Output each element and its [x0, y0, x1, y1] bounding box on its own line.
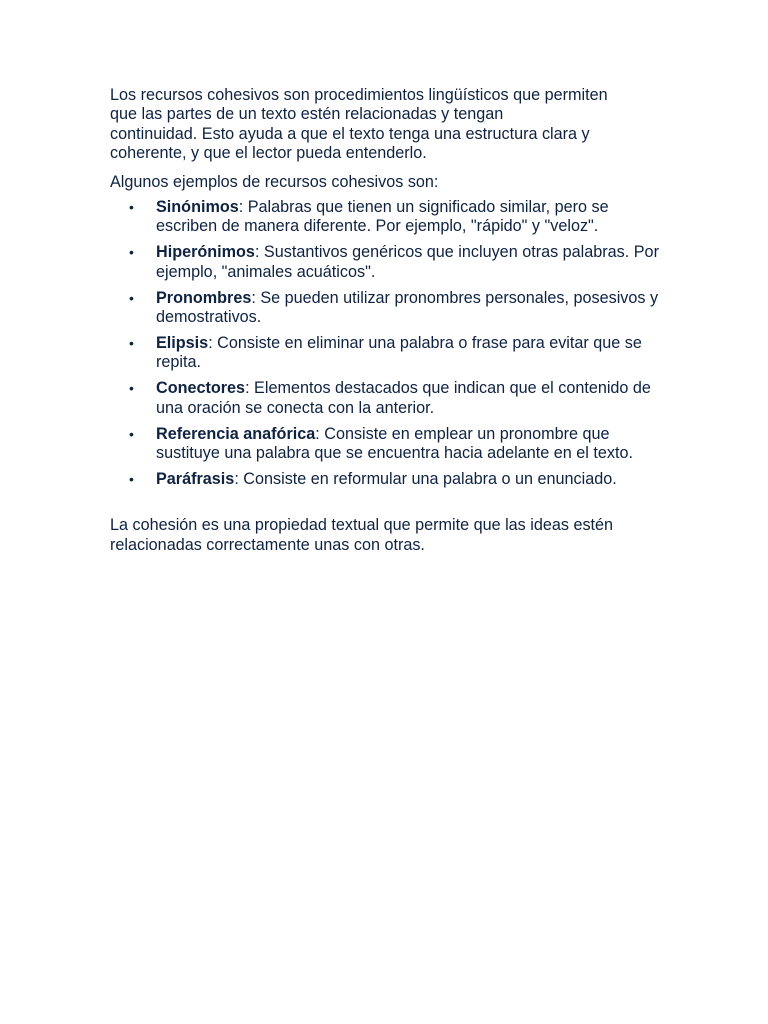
example-text: : Consiste en emplear un pronombre que sustituye una palabra que se encuentra hacia adelante en el texto. [156, 424, 633, 462]
example-term: Conectores [156, 379, 246, 398]
example-term: Pronombres [156, 288, 252, 307]
intro-paragraph [110, 86, 670, 164]
bullet-icon: • [129, 289, 134, 306]
examples-list [110, 198, 670, 489]
intro-line: continuidad. Esto ayuda a que el texto tenga una estructura clara y [110, 124, 590, 143]
example-term: Elipsis [156, 333, 209, 352]
example-text: : Consiste en eliminar una palabra o frase para evitar que se repita. [156, 333, 642, 372]
intro-line: coherente, y que el lector pueda entenderlo. [110, 144, 427, 163]
list-item-conectores [110, 379, 666, 418]
example-text: : Se pueden utilizar pronombres personales, posesivos y demostrativos. [156, 288, 659, 327]
bullet-icon: • [129, 334, 134, 351]
example-text: : Sustantivos genéricos que incluyen otras palabras. Por ejemplo, "animales acuáticos". [156, 243, 659, 281]
list-item-elipsis [110, 334, 666, 373]
list-item-parafrasis [110, 470, 666, 489]
list-item-sinonimos [110, 198, 666, 237]
bullet-icon: • [129, 470, 134, 487]
examples-lead: Algunos ejemplos de recursos cohesivos son: [110, 172, 439, 191]
example-term: Hiperónimos [156, 243, 255, 262]
bullet-icon: • [129, 244, 134, 261]
example-term: Paráfrasis [156, 469, 235, 488]
intro-line: que las partes de un texto estén relacionadas y tengan [110, 105, 504, 124]
closing-paragraph: La cohesión es una propiedad textual que permite que las ideas estén relacionadas correctamente unas con otras. [110, 516, 614, 554]
example-text: : Elementos destacados que indican que el contenido de una oración se conecta con la anterior. [156, 379, 651, 417]
bullet-icon: • [129, 199, 134, 216]
list-item-pronombres [110, 289, 666, 328]
list-item-hiperonimos [110, 243, 666, 282]
example-term: Referencia anafórica [156, 424, 316, 443]
bullet-icon: • [129, 380, 134, 397]
document-body [110, 86, 670, 555]
list-item-referencia-anaforica [110, 425, 666, 464]
example-text: : Consiste en reformular una palabra o un enunciado. [234, 469, 617, 488]
example-term: Sinónimos [156, 198, 239, 217]
intro-line: Los recursos cohesivos son procedimientos lingüísticos que permiten [110, 86, 608, 104]
bullet-icon: • [129, 425, 134, 442]
example-text: : Palabras que tienen un significado similar, pero se escriben de manera diferente. Por ejemplo, "rápido" y "veloz". [156, 198, 609, 236]
